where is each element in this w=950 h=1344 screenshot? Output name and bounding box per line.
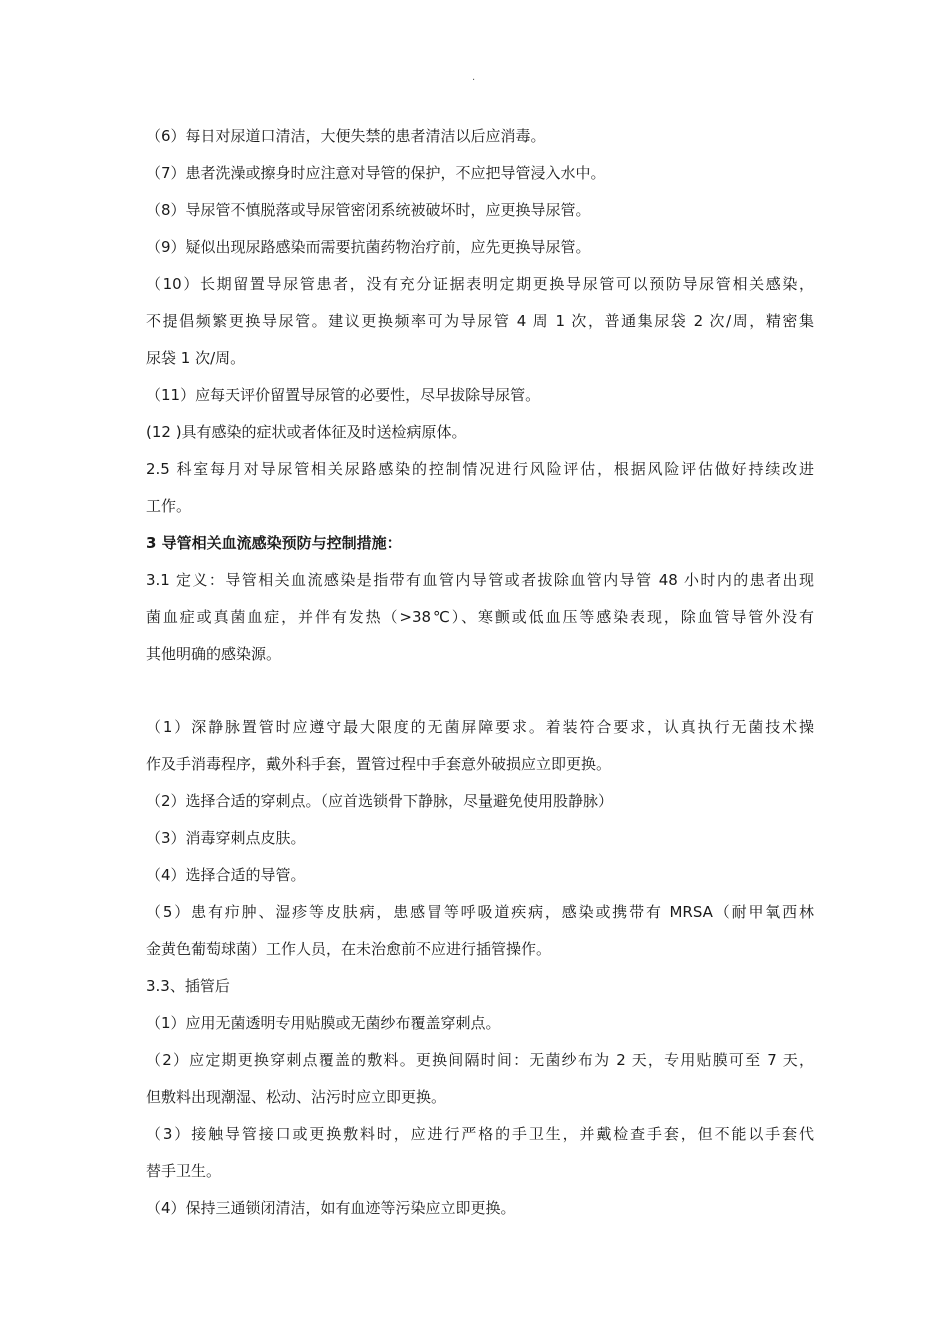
paragraph-line: （5）患有疖肿、湿疹等皮肤病，患感冒等呼吸道疾病，感染或携带有 MRSA（耐甲氧西林 — [146, 903, 814, 921]
paragraph-line: （1）深静脉置管时应遵守最大限度的无菌屏障要求。着装符合要求，认真执行无菌技术操 — [146, 718, 814, 736]
section-heading: 3 导管相关血流感染预防与控制措施： — [146, 534, 402, 552]
paragraph-line: （3）接触导管接口或更换敷料时，应进行严格的手卫生，并戴检查手套，但不能以手套代 — [146, 1125, 814, 1143]
paragraph-line: 菌血症或真菌血症，并伴有发热（>38℃）、寒颤或低血压等感染表现，除血管导管外没有 — [146, 608, 814, 626]
paragraph-line: （11）应每天评价留置导尿管的必要性，尽早拔除导尿管。 — [146, 386, 541, 404]
paragraph-line: （1）应用无菌透明专用贴膜或无菌纱布覆盖穿刺点。 — [146, 1014, 501, 1032]
paragraph-line: 不提倡频繁更换导尿管。建议更换频率可为导尿管 4 周 1 次，普通集尿袋 2 次/周，精密集 — [146, 312, 814, 330]
paragraph-line: （7）患者洗澡或擦身时应注意对导管的保护，不应把导管浸入水中。 — [146, 164, 606, 182]
paragraph-line: （2）选择合适的穿刺点。（应首选锁骨下静脉，尽量避免使用股静脉） — [146, 792, 614, 810]
paragraph-line: 尿袋 1 次/周。 — [146, 349, 246, 367]
document-body — [146, 118, 814, 1227]
paragraph-line: （8）导尿管不慎脱落或导尿管密闭系统被破坏时，应更换导尿管。 — [146, 201, 591, 219]
blank-gap — [146, 673, 814, 709]
paragraph-line: 其他明确的感染源。 — [146, 645, 282, 663]
paragraph-line: （4）保持三通锁闭清洁，如有血迹等污染应立即更换。 — [146, 1199, 516, 1217]
paragraph-line: （2）应定期更换穿刺点覆盖的敷料。更换间隔时间：无菌纱布为 2 天，专用贴膜可至 7 天， — [146, 1051, 814, 1069]
paragraph-line: （4）选择合适的导管。 — [146, 866, 306, 884]
paragraph-line: 3.1 定义：导管相关血流感染是指带有血管内导管或者拔除血管内导管 48 小时内的患者出现 — [146, 571, 814, 589]
paragraph-line: (12 )具有感染的症状或者体征及时送检病原体。 — [146, 423, 467, 441]
paragraph-line: 工作。 — [146, 497, 192, 515]
paragraph-line: （6）每日对尿道口清洁，大便失禁的患者清洁以后应消毒。 — [146, 127, 546, 145]
paragraph-line: 作及手消毒程序，戴外科手套，置管过程中手套意外破损应立即更换。 — [146, 755, 612, 773]
paragraph-line: （9）疑似出现尿路感染而需要抗菌药物治疗前，应先更换导尿管。 — [146, 238, 591, 256]
paragraph-line: （3）消毒穿刺点皮肤。 — [146, 829, 306, 847]
paragraph-line: 金黄色葡萄球菌）工作人员，在未治愈前不应进行插管操作。 — [146, 940, 552, 958]
section-heading: 3.3、插管后 — [146, 977, 230, 995]
header-mark: . — [472, 72, 476, 83]
paragraph-line: 但敷料出现潮湿、松动、沾污时应立即更换。 — [146, 1088, 447, 1106]
paragraph-line: （10）长期留置导尿管患者，没有充分证据表明定期更换导尿管可以预防导尿管相关感染， — [146, 275, 814, 293]
paragraph-line: 替手卫生。 — [146, 1162, 222, 1180]
paragraph-line: 2.5 科室每月对导尿管相关尿路感染的控制情况进行风险评估，根据风险评估做好持续改进 — [146, 460, 814, 478]
